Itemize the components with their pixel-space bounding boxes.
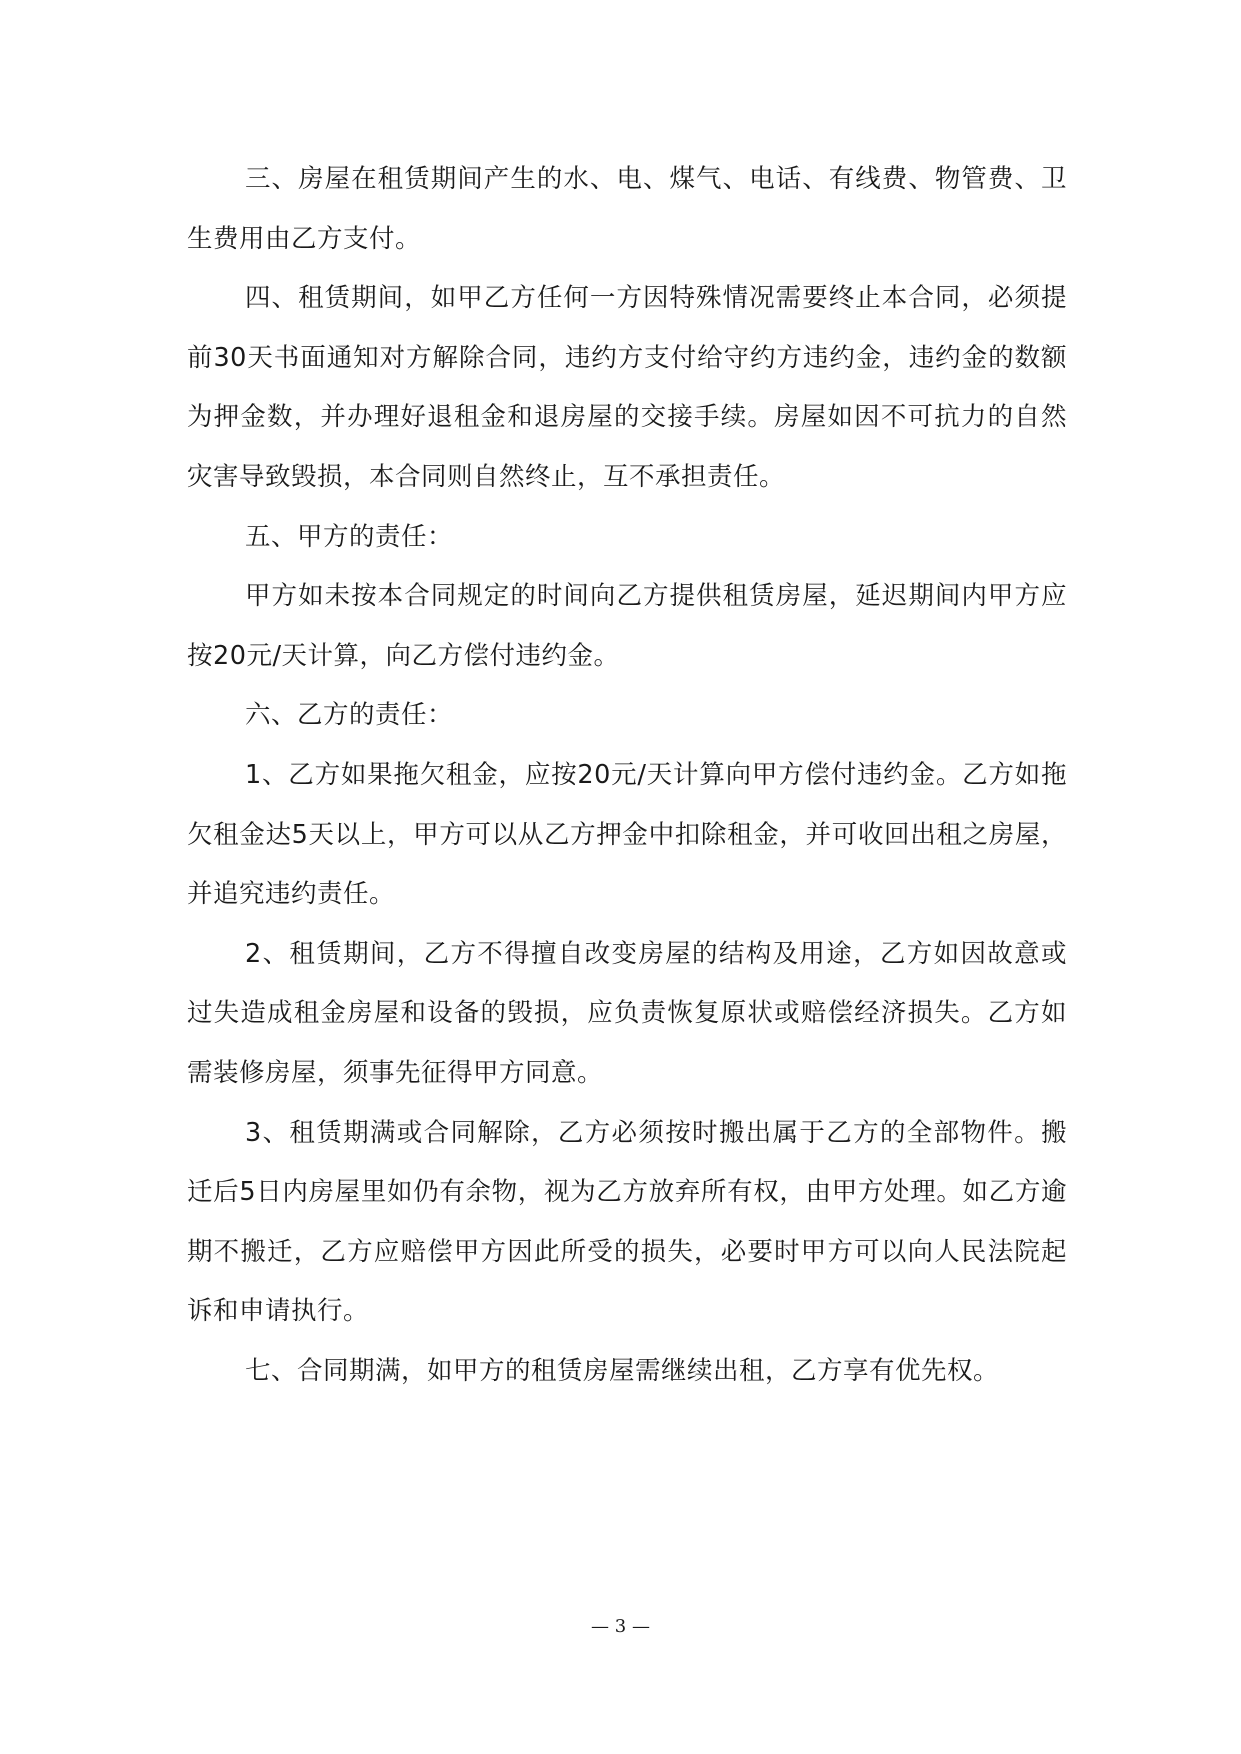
clause-4-termination: 四、租赁期间，如甲乙方任何一方因特殊情况需要终止本合同，必须提前30天书面通知对方解除合同，违约方支付给守约方违约金，违约金的数额为押金数，并办理好退租金和退房屋的交接手续。房屋如因不可抗力的自然灾害导致毁损，本合同则自然终止，互不承担责任。 (187, 283, 1067, 492)
clause-6-item-2: 2、租赁期间，乙方不得擅自改变房屋的结构及用途，乙方如因故意或过失造成租金房屋和设备的毁损，应负责恢复原状或赔偿经济损失。乙方如需装修房屋，须事先征得甲方同意。 (187, 938, 1067, 1088)
clause-6-heading: 六、乙方的责任： (245, 700, 454, 731)
document-body (187, 150, 1067, 1401)
clause-6-item-3: 3、租赁期满或合同解除，乙方必须按时搬出属于乙方的全部物件。搬迁后5日内房屋里如仍有余物，视为乙方放弃所有权，由甲方处理。如乙方逾期不搬迁，乙方应赔偿甲方因此所受的损失，必要时甲方可以向人民法院起诉和申请执行。 (187, 1117, 1067, 1327)
clause-5-body: 甲方如未按本合同规定的时间向乙方提供租赁房屋，延迟期间内甲方应按20元/天计算，向乙方偿付违约金。 (187, 581, 1067, 671)
clause-6-item-1: 1、乙方如果拖欠租金，应按20元/天计算向甲方偿付违约金。乙方如拖欠租金达5天以上，甲方可以从乙方押金中扣除租金，并可收回出租之房屋，并追究违约责任。 (187, 759, 1067, 910)
clause-3-utilities: 三、房屋在租赁期间产生的水、电、煤气、电话、有线费、物管费、卫生费用由乙方支付。 (187, 164, 1067, 254)
clause-5-heading: 五、甲方的责任： (245, 521, 454, 552)
page-number: — 3 — (591, 1616, 650, 1637)
clause-7-priority: 七、合同期满，如甲方的租赁房屋需继续出租，乙方享有优先权。 (245, 1355, 1000, 1386)
